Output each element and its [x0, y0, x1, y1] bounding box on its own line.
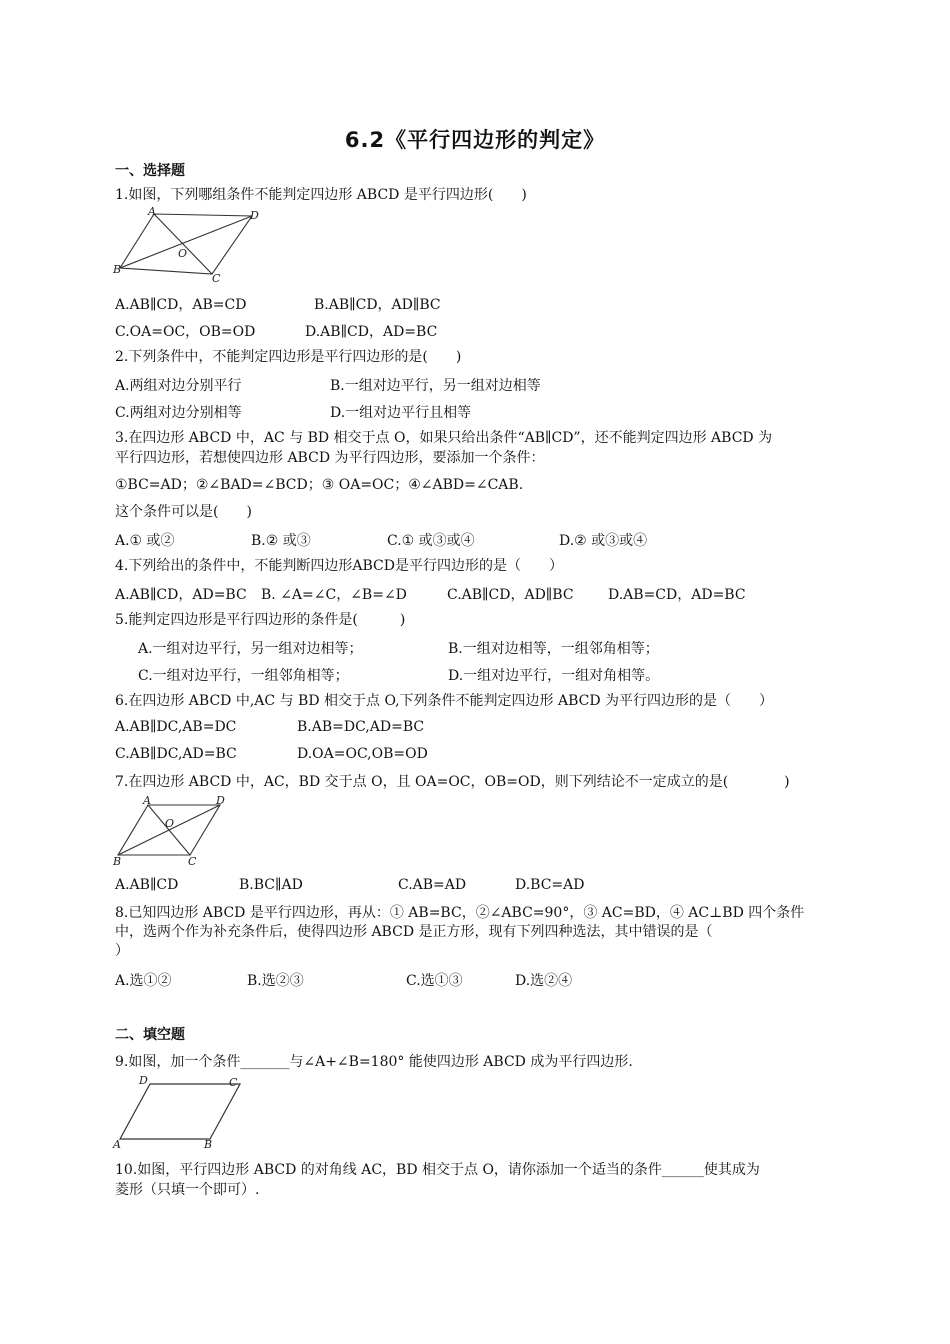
q8-option-b: B.选②③: [247, 973, 304, 989]
q4-option-c: C.AB∥CD，AD∥BC: [447, 587, 574, 603]
q6-option-d: D.OA=OC,OB=OD: [297, 746, 428, 762]
question-3-stem-line2: 平行四边形，若想使四边形 ABCD 为平行四边形，要添加一个条件：: [115, 450, 545, 466]
fig1-label-c: C: [212, 272, 221, 284]
q6-option-a: A.AB∥DC,AB=DC: [115, 719, 237, 735]
question-7-figure: [112, 795, 228, 867]
q1-option-a: A.AB∥CD，AB=CD: [115, 297, 247, 313]
question-2-stem: 2.下列条件中，不能判定四边形是平行四边形的是( ): [115, 349, 462, 365]
question-8-stem-line1: 8.已知四边形 ABCD 是平行四边形，再从：① AB=BC，②∠ABC=90°，③ AC=BD，④ AC⊥BD 四个条件: [115, 905, 805, 921]
q5-option-d: D.一组对边平行，一组对角相等。: [448, 668, 660, 684]
question-7-stem: 7.在四边形 ABCD 中，AC，BD 交于点 O，且 OA=OC，OB=OD，则下列结论不一定成立的是( ): [115, 774, 790, 790]
q7-option-d: D.BC=AD: [515, 877, 585, 893]
question-8-stem-line2: 中，选两个作为补充条件后，使得四边形 ABCD 是正方形，现有下列四种选法，其中错误的是（: [115, 924, 713, 940]
fig1-label-b: B: [113, 263, 122, 276]
q1-option-b: B.AB∥CD，AD∥BC: [314, 297, 441, 313]
question-1-stem: 1.如图，下列哪组条件不能判定四边形 ABCD 是平行四边形( ): [115, 187, 527, 203]
q3-option-a: A.① 或②: [115, 533, 175, 549]
q5-option-c: C.一组对边平行，一组邻角相等；: [138, 668, 349, 684]
question-9-figure: [112, 1072, 250, 1150]
question-9-stem: 9.如图，加一个条件_______与∠A+∠B=180° 能使四边形 ABCD 成为平行四边形.: [115, 1054, 633, 1070]
question-8-stem-line3: ）: [115, 943, 129, 959]
question-4-stem: 4.下列给出的条件中，不能判断四边形ABCD是平行四边形的是（ ）: [115, 558, 563, 574]
q7-option-a: A.AB∥CD: [115, 877, 179, 893]
fig7-label-o: O: [165, 817, 175, 830]
q8-option-c: C.选①③: [406, 973, 463, 989]
fig1-label-a: A: [148, 206, 156, 218]
q5-option-a: A.一组对边平行，另一组对边相等；: [138, 641, 363, 657]
q3-option-c: C.① 或③或④: [387, 533, 475, 549]
q4-option-a: A.AB∥CD，AD=BC: [115, 587, 247, 603]
q4-option-d: D.AB=CD，AD=BC: [608, 587, 746, 603]
page-title: 6.2《平行四边形的判定》: [344, 128, 606, 152]
question-3-ask: 这个条件可以是( ): [115, 504, 252, 520]
q3-option-d: D.② 或③或④: [559, 533, 648, 549]
q6-option-b: B.AB=DC,AD=BC: [297, 719, 425, 735]
fig9-label-c: C: [229, 1076, 238, 1089]
question-3-conditions: ①BC=AD；②∠BAD=∠BCD；③ OA=OC；④∠ABD=∠CAB.: [115, 477, 524, 493]
q2-option-a: A.两组对边分别平行: [115, 378, 242, 394]
question-3-stem-line1: 3.在四边形 ABCD 中，AC 与 BD 相交于点 O，如果只给出条件“AB∥CD”，还不能判定四边形 ABCD 为: [115, 430, 773, 446]
fig9-label-d: D: [139, 1074, 148, 1087]
q2-option-d: D.一组对边平行且相等: [330, 405, 472, 421]
fig1-label-d: D: [250, 209, 259, 222]
question-6-stem: 6.在四边形 ABCD 中,AC 与 BD 相交于点 O,下列条件不能判定四边形 ABCD 为平行四边形的是（ ）: [115, 693, 774, 709]
fig7-label-c: C: [188, 855, 197, 867]
q1-option-c: C.OA=OC，OB=OD: [115, 324, 256, 340]
fig7-label-b: B: [113, 855, 122, 867]
q3-option-b: B.② 或③: [251, 533, 311, 549]
q2-option-c: C.两组对边分别相等: [115, 405, 242, 421]
q6-option-c: C.AB∥DC,AD=BC: [115, 746, 237, 762]
question-5-stem: 5.能判定四边形是平行四边形的条件是( ): [115, 612, 406, 628]
section-heading-choice: 一、选择题: [115, 163, 185, 179]
q1-option-d: D.AB∥CD，AD=BC: [305, 324, 438, 340]
q7-option-b: B.BC∥AD: [239, 877, 303, 893]
fig7-label-d: D: [216, 795, 225, 807]
q4-option-b: B. ∠A=∠C，∠B=∠D: [261, 587, 407, 603]
q2-option-b: B.一组对边平行，另一组对边相等: [330, 378, 541, 394]
question-10-stem-line1: 10.如图，平行四边形 ABCD 的对角线 AC，BD 相交于点 O，请你添加一个适当的条件______使其成为: [115, 1162, 760, 1178]
q7-option-c: C.AB=AD: [398, 877, 467, 893]
question-10-stem-line2: 菱形（只填一个即可）.: [115, 1182, 260, 1198]
q8-option-d: D.选②④: [515, 973, 573, 989]
question-1-figure: [112, 206, 262, 284]
section-heading-fill: 二、填空题: [115, 1027, 185, 1043]
fig9-label-b: B: [204, 1138, 213, 1150]
q5-option-b: B.一组对边相等，一组邻角相等；: [448, 641, 659, 657]
q8-option-a: A.选①②: [115, 973, 172, 989]
fig1-label-o: O: [178, 247, 188, 260]
fig7-label-a: A: [143, 795, 151, 807]
fig9-label-a: A: [113, 1138, 121, 1150]
